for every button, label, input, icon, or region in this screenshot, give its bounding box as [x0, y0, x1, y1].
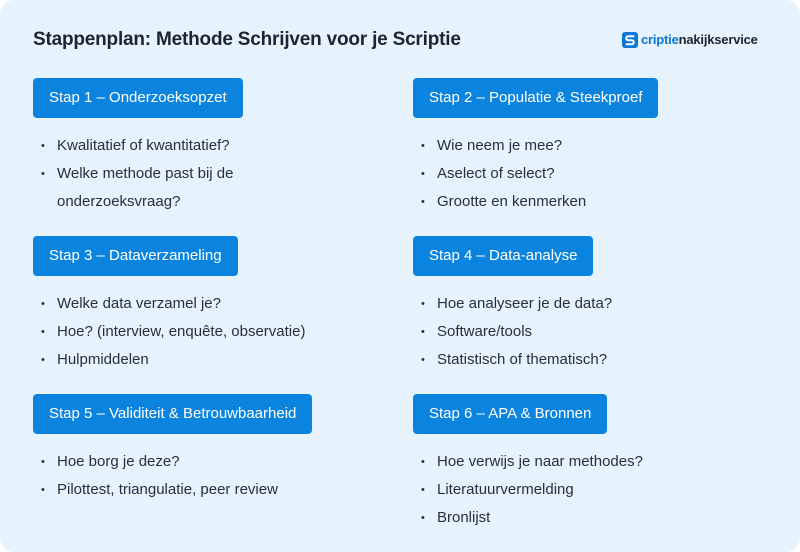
step-4-list	[413, 290, 757, 374]
step-3-list	[33, 290, 377, 374]
list-item: • Welke methode past bij de onderzoeksvraag?	[33, 160, 287, 216]
step-6-list	[413, 448, 757, 532]
list-item: • Wie neem je mee?	[413, 132, 757, 160]
list-item: • Pilottest, triangulatie, peer review	[33, 476, 377, 504]
step-5-list	[33, 448, 377, 504]
list-item: • Hoe? (interview, enquête, observatie)	[33, 318, 377, 346]
step-3-label: Stap 3 – Dataverzameling	[33, 236, 238, 276]
step-2	[413, 78, 757, 216]
list-item: • Hoe borg je deze?	[33, 448, 377, 476]
list-item: • Software/tools	[413, 318, 757, 346]
logo-text	[641, 32, 758, 48]
step-4	[413, 236, 757, 374]
logo	[622, 30, 758, 50]
list-item: • Aselect of select?	[413, 160, 757, 188]
step-1	[33, 78, 287, 216]
list-item: • Hoe verwijs je naar methodes?	[413, 448, 757, 476]
step-1-label: Stap 1 – Onderzoeksopzet	[33, 78, 243, 118]
step-1-list	[33, 132, 287, 216]
logo-text-part1: criptie	[641, 32, 679, 47]
list-item: • Welke data verzamel je?	[33, 290, 377, 318]
step-6	[413, 394, 757, 532]
step-3	[33, 236, 377, 374]
list-item: • Grootte en kenmerken	[413, 188, 757, 216]
list-item: • Hulpmiddelen	[33, 346, 377, 374]
list-item: • Kwalitatief of kwantitatief?	[33, 132, 287, 160]
step-2-label: Stap 2 – Populatie & Steekproef	[413, 78, 658, 118]
page-title: Stappenplan: Methode Schrijven voor je Scriptie	[33, 29, 461, 50]
list-item: • Hoe analyseer je de data?	[413, 290, 757, 318]
list-item: • Statistisch of thematisch?	[413, 346, 757, 374]
step-5-label: Stap 5 – Validiteit & Betrouwbaarheid	[33, 394, 312, 434]
logo-s-icon	[622, 32, 638, 48]
step-4-label: Stap 4 – Data-analyse	[413, 236, 593, 276]
step-5	[33, 394, 377, 504]
step-6-label: Stap 6 – APA & Bronnen	[413, 394, 607, 434]
list-item: • Bronlijst	[413, 504, 757, 532]
step-2-list	[413, 132, 757, 216]
list-item: • Literatuurvermelding	[413, 476, 757, 504]
logo-text-part2: nakijkservice	[678, 32, 758, 47]
